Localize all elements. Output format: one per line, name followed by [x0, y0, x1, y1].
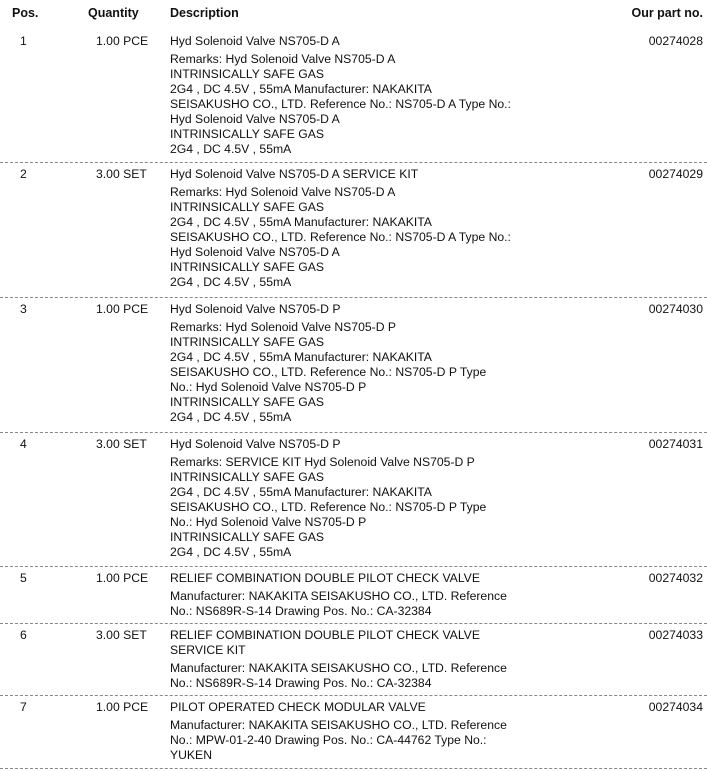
row-description: RELIEF COMBINATION DOUBLE PILOT CHECK VALVE	[170, 571, 480, 585]
table-row	[0, 624, 707, 696]
row-quantity: 3.00 SET	[96, 167, 147, 181]
row-description: Hyd Solenoid Valve NS705-D P	[170, 302, 341, 316]
row-remarks: Manufacturer: NAKAKITA SEISAKUSHO CO., LTD. Reference No.: MPW-01-2-40 Drawing Pos. No.: CA-44762 Type No.: YUKEN	[170, 718, 507, 762]
row-remarks: Manufacturer: NAKAKITA SEISAKUSHO CO., LTD. Reference No.: NS689R-S-14 Drawing Pos. No.: CA-32384	[170, 661, 507, 690]
row-remarks: Manufacturer: NAKAKITA SEISAKUSHO CO., LTD. Reference No.: NS689R-S-14 Drawing Pos. No.: CA-32384	[170, 589, 507, 618]
row-part-no: 00274033	[648, 628, 703, 642]
row-pos: 5	[20, 571, 27, 585]
row-quantity: 1.00 PCE	[96, 302, 149, 316]
row-part-no: 00274031	[648, 437, 703, 451]
row-quantity: 3.00 SET	[96, 437, 147, 451]
row-pos: 7	[20, 700, 27, 714]
row-description: PILOT OPERATED CHECK MODULAR VALVE	[170, 700, 426, 714]
header-pos: Pos.	[12, 6, 39, 20]
row-remarks: Remarks: Hyd Solenoid Valve NS705-D A INTRINSICALLY SAFE GAS 2G4 , DC 4.5V , 55mA Manufacturer: NAKAKITA SEISAKUSHO CO., LTD. Reference No.: NS705-D A Type No.: Hyd Solenoid Valve NS705-D A INTRINSICALLY SAFE GAS 2G4 , DC 4.5V , 55mA	[170, 52, 511, 156]
row-quantity: 1.00 PCE	[96, 700, 149, 714]
row-part-no: 00274029	[648, 167, 703, 181]
row-pos: 4	[20, 437, 27, 451]
row-remarks: Remarks: Hyd Solenoid Valve NS705-D P INTRINSICALLY SAFE GAS 2G4 , DC 4.5V , 55mA Manufacturer: NAKAKITA SEISAKUSHO CO., LTD. Reference No.: NS705-D P Type No.: Hyd Solenoid Valve NS705-D P INTRINSICALLY SAFE GAS 2G4 , DC 4.5V , 55mA	[170, 320, 487, 424]
row-part-no: 00274028	[648, 34, 703, 48]
row-pos: 2	[20, 167, 27, 181]
table-row	[0, 163, 707, 298]
header-description: Description	[170, 6, 239, 20]
header-quantity: Quantity	[88, 6, 139, 20]
row-remarks: Remarks: SERVICE KIT Hyd Solenoid Valve NS705-D P INTRINSICALLY SAFE GAS 2G4 , DC 4.5V , 55mA Manufacturer: NAKAKITA SEISAKUSHO CO., LTD. Reference No.: NS705-D P Type No.: Hyd Solenoid Valve NS705-D P INTRINSICALLY SAFE GAS 2G4 , DC 4.5V , 55mA	[170, 455, 487, 559]
row-pos: 3	[20, 302, 27, 316]
row-remarks: Remarks: Hyd Solenoid Valve NS705-D A INTRINSICALLY SAFE GAS 2G4 , DC 4.5V , 55mA Manufacturer: NAKAKITA SEISAKUSHO CO., LTD. Reference No.: NS705-D A Type No.: Hyd Solenoid Valve NS705-D A INTRINSICALLY SAFE GAS 2G4 , DC 4.5V , 55mA	[170, 185, 511, 289]
table-row	[0, 433, 707, 567]
row-description: RELIEF COMBINATION DOUBLE PILOT CHECK VALVE SERVICE KIT	[170, 628, 480, 657]
row-quantity: 3.00 SET	[96, 628, 147, 642]
row-pos: 1	[20, 34, 27, 48]
table-row	[0, 567, 707, 624]
table-row	[0, 30, 707, 163]
row-quantity: 1.00 PCE	[96, 571, 149, 585]
row-part-no: 00274034	[648, 700, 703, 714]
header-part-no: Our part no.	[631, 6, 703, 20]
table-row	[0, 298, 707, 433]
row-description: Hyd Solenoid Valve NS705-D P	[170, 437, 341, 451]
row-part-no: 00274032	[648, 571, 703, 585]
row-description: Hyd Solenoid Valve NS705-D A	[170, 34, 340, 48]
row-quantity: 1.00 PCE	[96, 34, 149, 48]
table-row	[0, 696, 707, 769]
row-description: Hyd Solenoid Valve NS705-D A SERVICE KIT	[170, 167, 419, 181]
table-header	[0, 0, 707, 30]
row-pos: 6	[20, 628, 27, 642]
row-part-no: 00274030	[648, 302, 703, 316]
